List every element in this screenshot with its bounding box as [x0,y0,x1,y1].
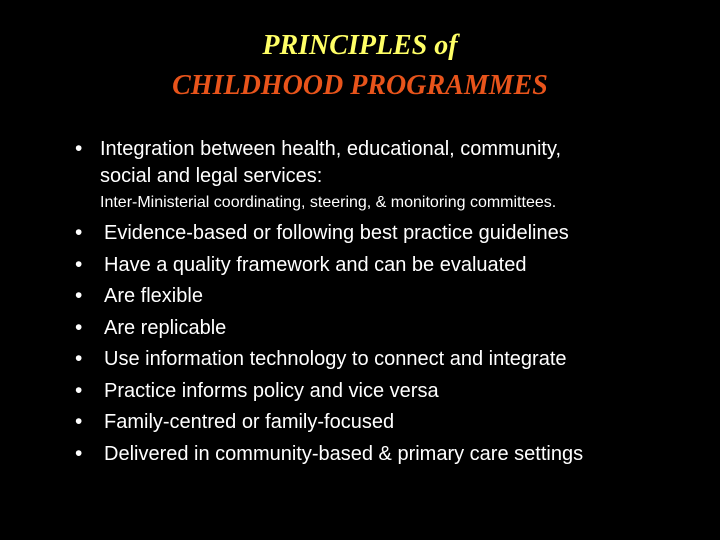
list-item-text: Are replicable [104,317,227,339]
bullet-icon: • [75,284,83,307]
bullet-icon: • [75,316,83,339]
bullet-icon: • [75,442,83,465]
sub-item-text: Inter-Ministerial coordinating, steering, & monitoring committees. [100,194,557,211]
bullet-icon: • [75,137,83,160]
bullet-icon: • [75,253,83,276]
list-item-text: Use information technology to connect and integrate [104,348,567,370]
bullet-icon: • [75,221,83,244]
list-item-text-line-1: Integration between health, educational, community, [100,138,562,160]
bullet-icon: • [75,347,83,370]
list-item-text: Have a quality framework and can be evaluated [104,254,527,276]
list-item-text: Evidence-based or following best practice guidelines [104,222,569,244]
list-item-text: Delivered in community-based & primary care settings [104,443,584,465]
slide-title-line-2: CHILDHOOD PROGRAMMES [172,70,548,101]
bullet-icon: • [75,410,83,433]
list-item-text: Are flexible [104,285,203,307]
list-item-text: Practice informs policy and vice versa [104,380,439,402]
list-item-text: Family-centred or family-focused [104,411,395,433]
slide-title-line-1: PRINCIPLES of [262,30,458,61]
list-item-text-line-2: social and legal services: [100,165,323,187]
bullet-icon: • [75,379,83,402]
